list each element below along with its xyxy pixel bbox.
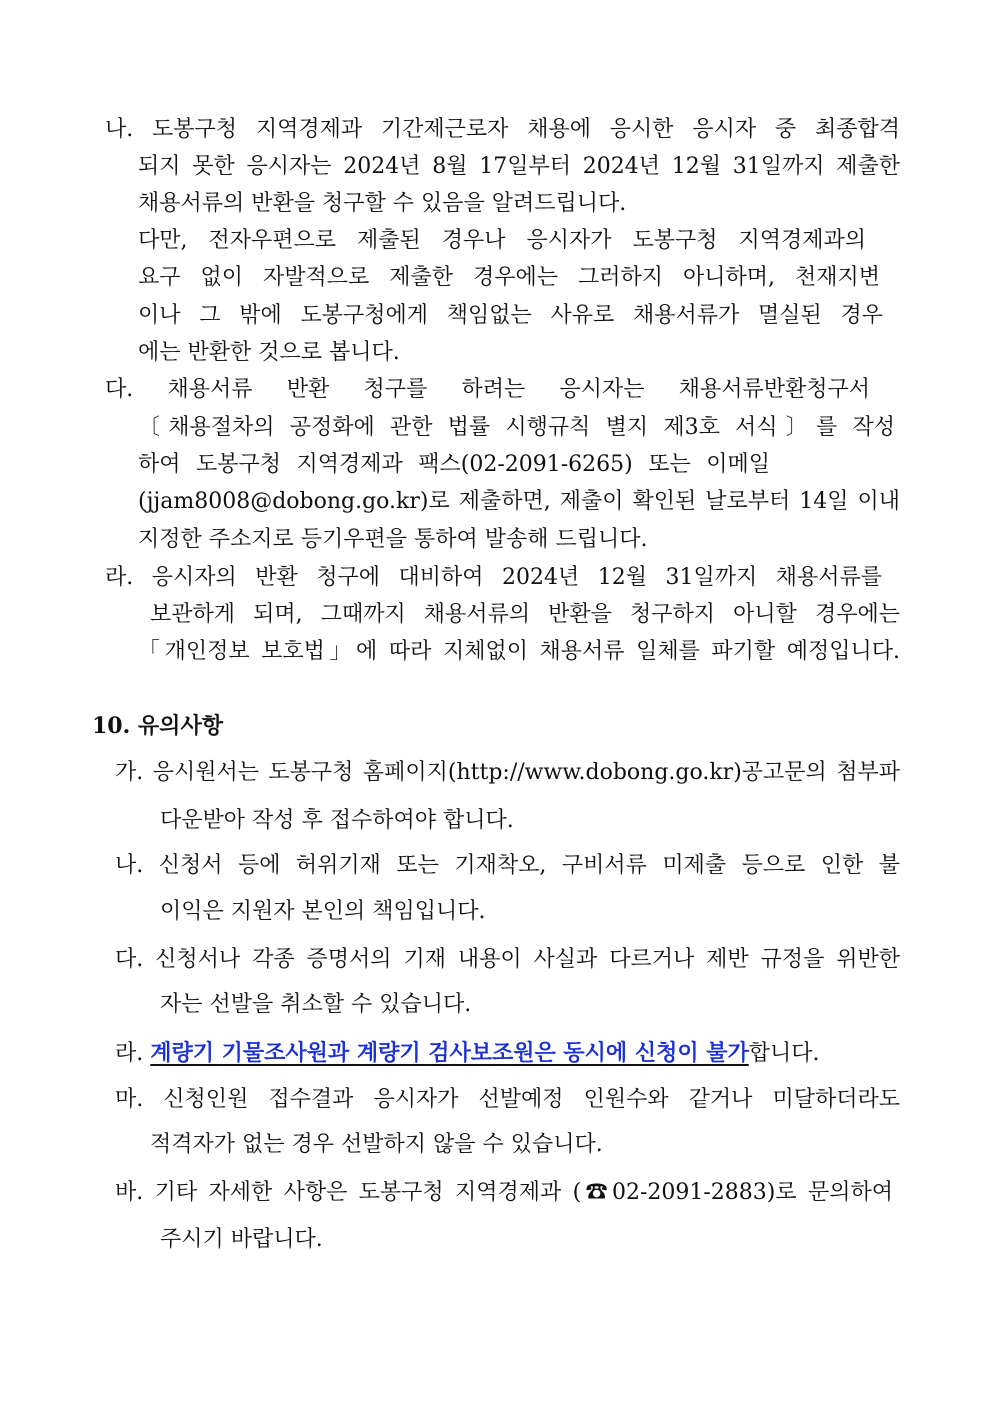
- text-line: 다. 신청서나 각종 증명서의 기재 내용이 사실과 다르거나 제반 규정을 위반한: [115, 947, 900, 972]
- text-line: 이나 그 밖에 도봉구청에게 책임없는 사유로 채용서류가 멸실된 경우: [138, 303, 883, 328]
- section-heading: 10. 유의사항: [92, 713, 223, 739]
- text-line: 적격자가 없는 경우 선발하지 않을 수 있습니다.: [150, 1132, 603, 1157]
- text-line: 나. 신청서 등에 허위기재 또는 기재착오, 구비서류 미제출 등으로 인한 불: [115, 853, 900, 878]
- text-line: 하여 도봉구청 지역경제과 팩스(02-2091-6265) 또는 이메일: [138, 452, 770, 477]
- text-line: 나. 도봉구청 지역경제과 기간제근로자 채용에 응시한 응시자 중 최종합격: [105, 117, 900, 142]
- text-line: 마. 신청인원 접수결과 응시자가 선발예정 인원수와 같거나 미달하더라도: [115, 1087, 900, 1112]
- text-line: 가. 응시원서는 도봉구청 홈페이지(http://www.dobong.go.kr)공고문의 첨부파: [115, 760, 900, 785]
- text-line: 에는 반환한 것으로 봅니다.: [138, 340, 400, 365]
- text-line: 채용서류의 반환을 청구할 수 있음을 알려드립니다.: [138, 191, 627, 216]
- text-line: 요구 없이 자발적으로 제출한 경우에는 그러하지 아니하며, 천재지변: [138, 265, 880, 290]
- text-line: 〔채용절차의 공정화에 관한 법률 시행규칙 별지 제3호 서식〕를 작성: [138, 415, 895, 440]
- text-line: 바. 기타 자세한 사항은 도봉구청 지역경제과 (☎02-2091-2883)로 문의하여: [115, 1180, 893, 1205]
- text-line: 주시기 바랍니다.: [160, 1227, 323, 1252]
- text-line: 자는 선발을 취소할 수 있습니다.: [160, 992, 472, 1017]
- text-line: (jjam8008@dobong.go.kr)로 제출하면, 제출이 확인된 날로부터 14일 이내: [138, 489, 900, 514]
- text-line: 다. 채용서류 반환 청구를 하려는 응시자는 채용서류반환청구서: [105, 377, 870, 402]
- text-line: 이익은 지원자 본인의 책임입니다.: [160, 899, 486, 924]
- text-line: 지정한 주소지로 등기우편을 통하여 발송해 드립니다.: [138, 527, 648, 552]
- highlighted-notice: 계량기 기물조사원과 계량기 검사보조원은 동시에 신청이 불가: [150, 1040, 749, 1066]
- text-suffix: 합니다.: [748, 1041, 820, 1066]
- text-line: 「개인정보 보호법」에 따라 지체없이 채용서류 일체를 파기할 예정입니다.: [138, 639, 900, 664]
- text-line: 보관하게 되며, 그때까지 채용서류의 반환을 청구하지 아니할 경우에는: [150, 602, 900, 627]
- text-line: 다운받아 작성 후 접수하여야 합니다.: [160, 808, 514, 833]
- text-line: 라. 응시자의 반환 청구에 대비하여 2024년 12월 31일까지 채용서류를: [105, 565, 882, 590]
- text-line: 되지 못한 응시자는 2024년 8월 17일부터 2024년 12월 31일까지 제출한: [138, 154, 900, 179]
- text-line: [115, 1039, 820, 1068]
- item-marker: 라.: [115, 1041, 151, 1066]
- text-line: 다만, 전자우편으로 제출된 경우나 응시자가 도봉구청 지역경제과의: [138, 228, 866, 253]
